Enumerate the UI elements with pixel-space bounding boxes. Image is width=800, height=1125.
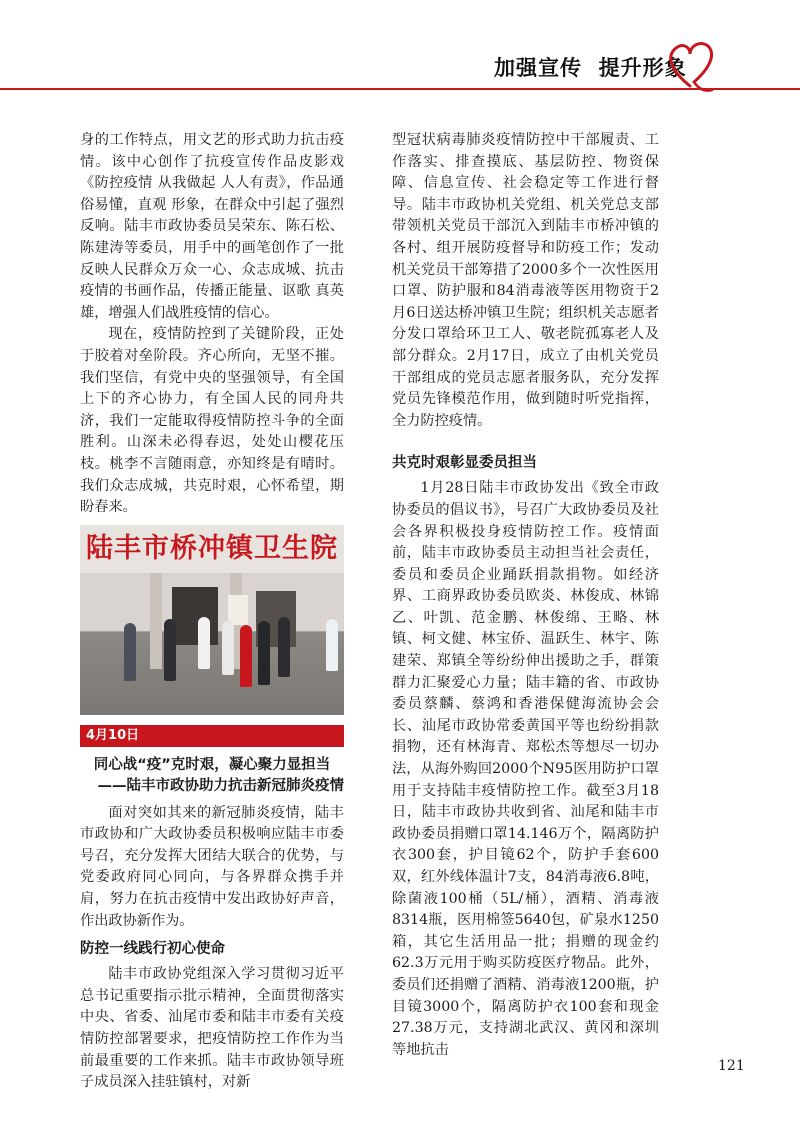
photo-pillar — [150, 573, 162, 669]
intro-paragraph: 身的工作特点，用文艺的形式助力抗击疫情。该中心创作了抗疫宣传作品皮影戏《防控疫情 从我做起 人人有责》，作品通俗易懂，直观 形象，在群众中引起了强烈反响。陆丰市政协委员吴荣东、陈石松、陈建涛等委员，用手中的画笔创作了一批反映人民群众万众一心、众志成城、抗击疫情的书画作品，传播正能量、讴歌 真英雄，增强人们战胜疫情的信心。 — [80, 132, 344, 321]
date-bar — [80, 725, 344, 747]
heart-outline-icon — [664, 36, 716, 96]
news-paragraph: 面对突如其来的新冠肺炎疫情，陆丰市政协和广大政协委员积极响应陆丰市委号召，充分发挥大团结大联合的优势，与党委政府同心同向，与各界群众携手并肩，努力在抗击疫情中发出政协好声音，作出政协新作为。 — [80, 804, 344, 929]
photo-person — [222, 621, 234, 675]
section-paragraph: 陆丰市政协党组深入学习贯彻习近平总书记重要指示批示精神，全面贯彻落实中央、省委、汕尾市委和陆丰市委有关疫情防控部署要求，把疫情防控工作作为当前最重要的工作来抓。陆丰市政协领导班子成员深入挂驻镇村，对新 — [80, 966, 344, 1091]
header-divider — [0, 88, 800, 90]
photo-building-sign: 陆丰市桥冲镇卫生院 — [80, 525, 344, 573]
photo-doorway — [172, 587, 218, 645]
section-gap — [392, 432, 659, 446]
photo-person — [124, 623, 136, 681]
photo-person — [198, 617, 210, 669]
page-header-title: 加强宣传 提升形象 — [494, 56, 687, 80]
health-center-photo — [80, 525, 344, 715]
news-title-line1: 同心战“疫”克时艰，凝心聚力显担当 — [93, 756, 331, 773]
news-date: 4月10日 — [86, 727, 140, 743]
closing-paragraph: 现在，疫情防控到了关键阶段，正处于胶着对垒阶段。齐心所向，无坚不摧。我们坚信，有党中央的坚强领导，有全国上下的齐心协力，有全国人民的同舟共济，我们一定能取得疫情防控斗争的全面胜利。山深未必得春迟，处处山樱花压枝。桃李不言随雨意，亦知终是有晴时。我们众志成城，共克时艰，心怀希望，期盼春来。 — [80, 326, 344, 516]
photo-person — [278, 617, 290, 677]
photo-poster — [228, 595, 248, 625]
news-title-line2: ——陆丰市政协助力抗击新冠肺炎疫情 — [97, 777, 344, 794]
photo-person — [258, 621, 270, 685]
continued-paragraph: 型冠状病毒肺炎疫情防控中干部履责、工作落实、排查摸底、基层防控、物资保障、信息宣传、社会稳定等工作进行督导。陆丰市政协机关党组、机关党总支部带领机关党员干部沉入到陆丰市桥冲镇的各村、组开展防疫督导和防疫工作；发动机关党员干部筹措了2000多个一次性医用口罩、防护服和84消毒液等医用物资于2月6日送达桥冲镇卫生院；组织机关志愿者分发口罩给环卫工人、敬老院孤寡老人及部分群众。2月17日，成立了由机关党员干部组成的党员志愿者服务队，充分发挥党员先锋模范作用，做到随时听党指挥，全力防控疫情。 — [392, 132, 659, 429]
right-column — [392, 130, 659, 1061]
section-heading: 共克时艰彰显委员担当 — [392, 455, 537, 472]
news-title — [80, 755, 344, 797]
page-number: 121 — [718, 1058, 745, 1074]
photo-person — [164, 619, 176, 681]
section-paragraph: 1月28日陆丰市政协发出《致全市政协委员的倡议书》，号召广大政协委员及社会各界积极投身疫情防控工作。疫情面前，陆丰市政协委员主动担当社会责任，委员和委员企业踊跃捐款捐物。如经济界、工商界政协委员欧炎、林俊成、林锦乙、叶凯、范金鹏、林俊绵、王略、林镇、柯文健、林宝侨、温跃生、林宇、陈建荣、郑镇全等纷纷伸出援助之手，群策群力汇聚爱心力量；陆丰籍的省、市政协委员蔡麟、蔡鸿和香港保健海流协会会长、汕尾市政协常委黄国平等也纷纷捐款捐物，还有林海青、郑松杰等想尽一切办法，从海外购回2000个N95医用防护口罩用于支持陆丰疫情防控工作。截至3月18日，陆丰市政协共收到省、汕尾和陆丰市政协委员捐赠口罩14.146万个，隔离防护衣300套，护目镜62个，防护手套600双，红外线体温计7支，84消毒液6.8吨，除菌液100桶（5L/桶），酒精、消毒液8314瓶，医用棉签5640包，矿泉水1250箱，其它生活用品一批；捐赠的现金约62.3万元用于购买防疫医疗物品。此外，委员们还捐赠了酒精、消毒液1200瓶，护目镜3000个，隔离防护衣100套和现金27.38万元，支持湖北武汉、黄冈和深圳等地抗击 — [392, 480, 659, 1058]
photo-person — [326, 619, 338, 671]
left-column — [80, 130, 344, 1094]
section-heading: 防控一线践行初心使命 — [80, 941, 225, 958]
photo-person — [240, 625, 252, 687]
